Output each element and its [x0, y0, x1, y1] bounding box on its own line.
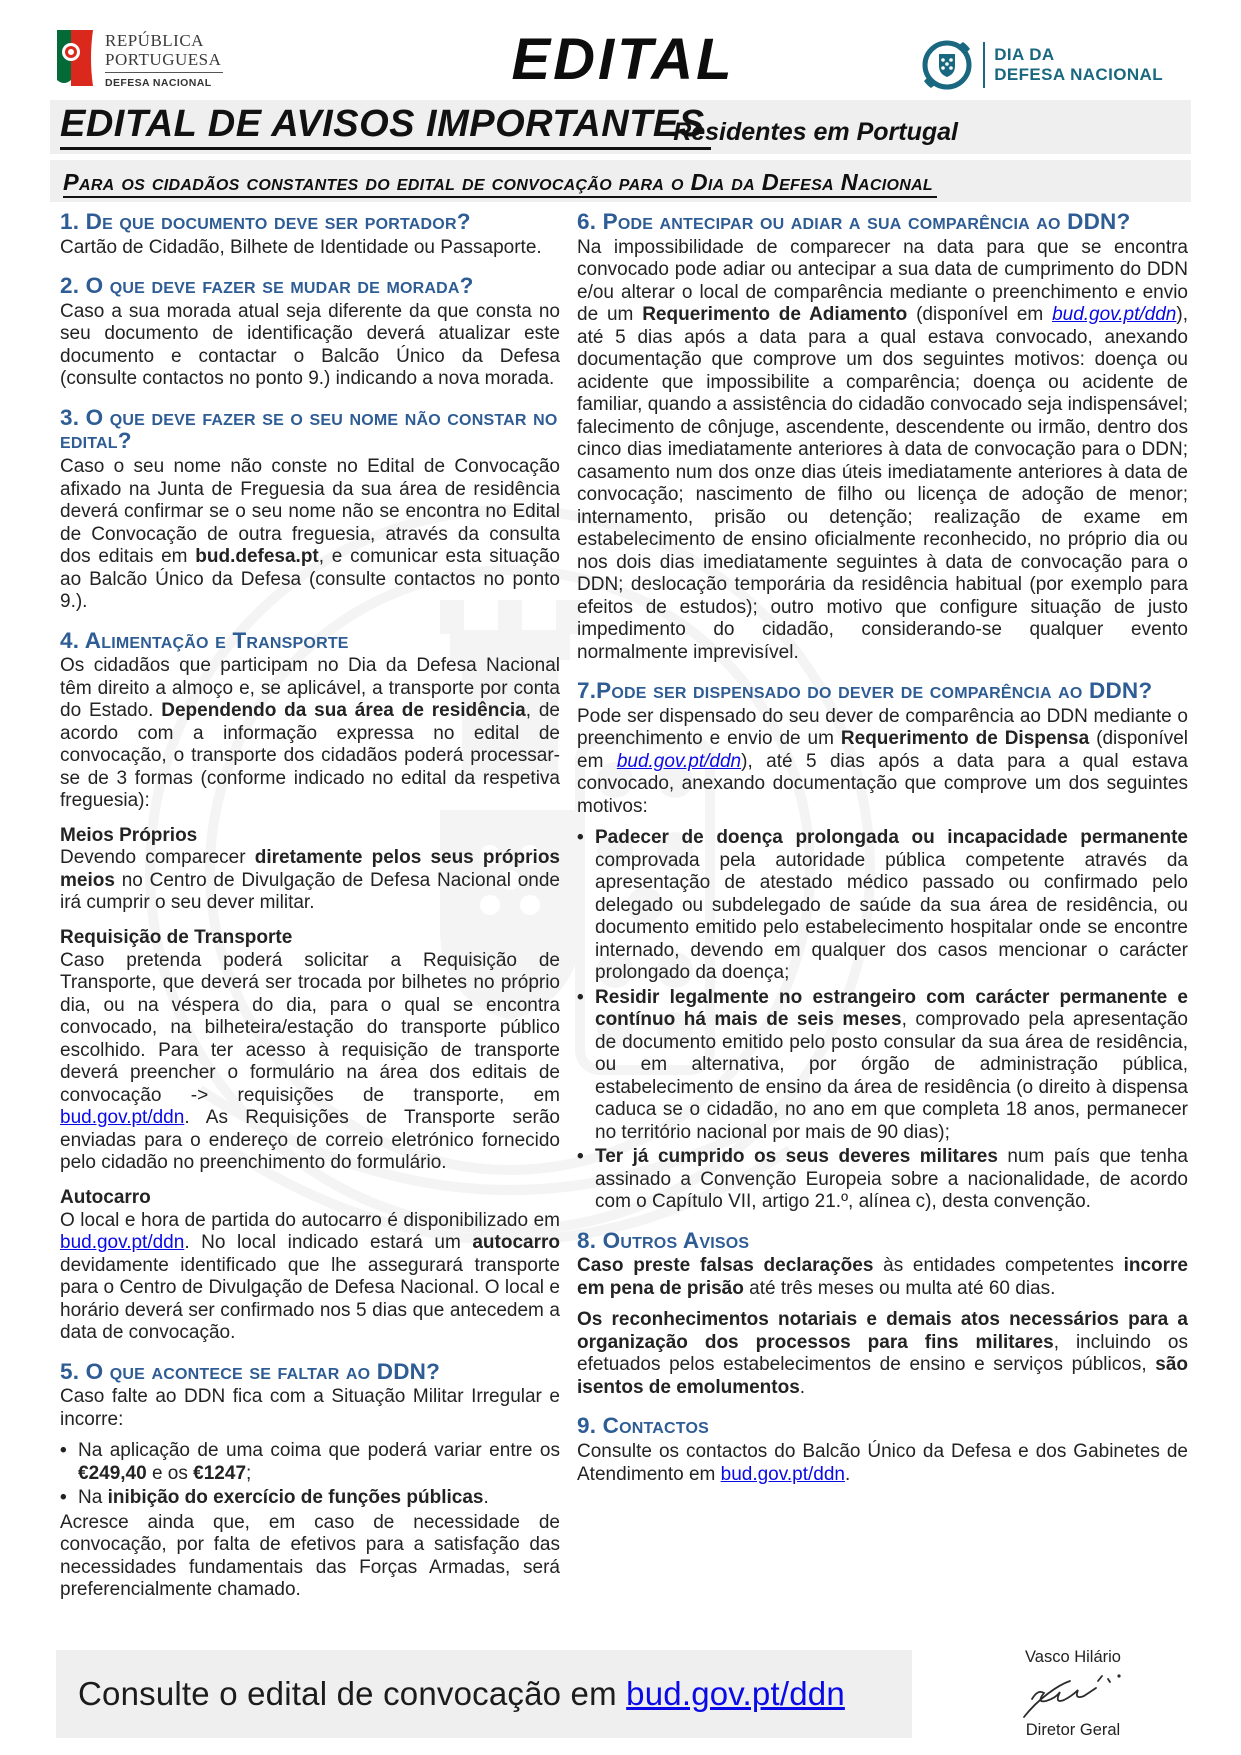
paragraph	[60, 301, 560, 391]
footer-link-bud-gov-pt-ddn[interactable]: bud.gov.pt/ddn	[626, 1675, 845, 1712]
text-segment: ), até 5 dias após a data para a qual estava convocado, anexando documentação que comprove um dos seguintes motivos: doença ou acidente que impossibilite a comparência; doença ou acidente de familiar, quando a assistência do cidadão convocado seja indispensável; falecimento de cônjuge, ascendente, descendente ou irmão, dentro dos cinco dias imediatamente anteriores à data de convocação para o DDN; casamento num dos onze dias úteis imediatamente anteriores à data de convocação; nascimento de filho ou licença de adoção de menor; internamento, prisão ou detenção; realização de exame em estabelecimento de ensino oficialmente reconhecido, no próprio dia ou nos dois dias imediatamente seguintes à data de convocação para o DDN; deslocação temporária da residência habitual (por exemplo para efeitos de estudos); outro motivo que configure situação de justo impedimento do cidadão, considerando-se qualquer evento normalmente imprevisível.	[577, 304, 1188, 663]
bullet-text	[78, 1440, 560, 1485]
bullet-icon: •	[577, 827, 584, 849]
bullet-item	[577, 987, 1188, 1145]
subtitle-band	[50, 160, 1191, 202]
paragraph	[577, 1255, 1188, 1300]
section-heading-3: 3. O que deve fazer se o seu nome não constar no edital?	[60, 404, 558, 454]
text-segment: . As Requisições de Transporte serão enviadas para o endereço de correio eletrónico fornecido pelo cidadão no preenchimento do formulário.	[60, 1107, 560, 1174]
ddn-badge-icon	[920, 38, 974, 92]
section-banner-text: Para os cidadãos constantes do edital de convocação para o Dia da Defesa Nacional	[63, 169, 937, 198]
section-heading-4: 4. Alimentação e Transporte	[60, 627, 349, 653]
bullet-icon: •	[577, 986, 584, 1008]
bullet-text	[595, 987, 1188, 1145]
text-segment: Devendo comparecer	[60, 847, 255, 869]
text-segment: ;	[246, 1462, 252, 1484]
text-segment: Meios Próprios	[60, 824, 198, 846]
residents-label: Residentes em Portugal	[673, 118, 958, 146]
gov-logo-line1: REPÚBLICA	[105, 31, 204, 50]
text-segment: são isentos de emolumentos	[577, 1354, 1188, 1398]
section-6	[577, 210, 1188, 664]
text-segment: Autocarro	[60, 1186, 151, 1208]
paragraph	[577, 1441, 1188, 1486]
section-8	[577, 1229, 1188, 1400]
dia-defesa-nacional-logo	[920, 38, 1163, 92]
text-segment: Caso falte ao DDN fica com a Situação Militar Irregular e incorre:	[60, 1386, 560, 1430]
signature-icon	[1018, 1669, 1128, 1721]
text-segment: Requerimento de Dispensa	[840, 728, 1090, 750]
bullet-icon: •	[60, 1440, 67, 1462]
text-segment: Requerimento de Adiamento	[642, 304, 908, 326]
text-segment: Dependendo da sua área de residência	[161, 700, 526, 722]
bullet-text	[78, 1487, 560, 1510]
text-segment: (disponível em	[907, 304, 1053, 326]
link-bud-gov-pt-ddn[interactable]: bud.gov.pt/ddn	[616, 750, 742, 772]
text-segment: ), até 5 dias após a data para a qual estava convocado, anexando documentação que comprove um dos seguintes motivos:	[577, 750, 1188, 817]
text-segment: Caso pretenda poderá solicitar a Requisição de Transporte, que deverá ser trocada por bilhetes no próprio dia, ou na véspera do dia, para o qual se encontra convocado, na bilheteira/estação do transporte público escolhido. Para ter acesso à requisição de transporte deverá preencher o formulário na área dos editais de convocação -> requisições de transporte, em	[60, 949, 560, 1106]
document-heading: EDITAL DE AVISOS IMPORTANTES	[60, 103, 711, 150]
text-segment: Consulte os contactos do Balcão Único da Defesa e dos Gabinetes de Atendimento em	[577, 1441, 1188, 1485]
section-7	[577, 679, 1188, 1214]
ddn-logo-divider	[983, 42, 986, 88]
text-segment: Caso o seu nome não conste no Edital de Convocação afixado na Junta de Freguesia da sua área de residência deverá confirmar se o seu nome não se encontra no Edital de Convocação de outra freguesia, através da consulta dos editais em	[60, 456, 560, 567]
bullet-item	[577, 1146, 1188, 1214]
section-4	[60, 629, 560, 1345]
paragraph	[60, 1512, 560, 1602]
right-column	[577, 208, 1188, 1611]
content-columns	[60, 208, 1188, 1611]
text-segment: devidamente identificado que lhe assegurará transporte para o Centro de Divulgação de Defesa Nacional. O local e horário deverá ser confirmado nos 5 dias que antecedem a data de convocação.	[60, 1254, 560, 1344]
text-segment: autocarro	[472, 1232, 560, 1254]
text-segment: Cartão de Cidadão, Bilhete de Identidade ou Passaporte.	[60, 236, 542, 258]
text-segment: às entidades competentes	[873, 1255, 1124, 1277]
text-segment: , e comunicar esta situação ao Balcão Único da Defesa (consulte contactos no ponto 9.).	[60, 546, 560, 612]
gov-logo-subtitle: DEFESA NACIONAL	[105, 77, 212, 90]
text-segment: Os cidadãos que participam no Dia da Defesa Nacional têm direito a almoço e, se aplicável, a transporte por conta do Estado.	[60, 655, 560, 722]
signatory-role: Diretor Geral	[1025, 1721, 1121, 1739]
link-bud-gov-pt-ddn[interactable]: bud.gov.pt/ddn	[60, 1107, 185, 1129]
text-segment: Caso a sua morada atual seja diferente da que consta no seu documento de identificação deverá atualizar este documento e contactar o Balcão Único da Defesa (consulte contactos no ponto 9.) indicando a nova morada.	[60, 300, 560, 390]
bullet-item	[577, 827, 1188, 985]
text-segment: Os reconhecimentos notariais e demais atos necessários para a organização dos processos para fins militares	[577, 1309, 1188, 1353]
text-segment: , de acordo com a informação expressa no edital de convocação, o transporte dos cidadãos poderá processar-se de 3 formas (conforme indicado no edital da respetiva freguesia):	[60, 700, 560, 812]
footer-text-prefix: Consulte o edital de convocação em	[78, 1675, 627, 1712]
text-segment: até três meses ou multa até 60 dias.	[743, 1277, 1056, 1299]
section-3	[60, 406, 560, 614]
paragraph	[577, 237, 1188, 665]
paragraph	[60, 950, 560, 1175]
paragraph	[60, 237, 560, 260]
footer-text	[78, 1675, 845, 1713]
text-segment: Ter já cumprido os seus deveres militares	[595, 1146, 998, 1168]
section-1	[60, 210, 560, 259]
section-heading-6: 6. Pode antecipar ou adiar a sua comparência ao DDN?	[577, 209, 1131, 234]
paragraph	[577, 706, 1188, 819]
text-segment: no Centro de Divulgação de Defesa Nacional onde irá cumprir o seu dever militar.	[60, 869, 560, 914]
text-segment: diretamente pelos seus próprios meios	[60, 847, 560, 891]
section-heading-8: 8. Outros Avisos	[577, 1227, 750, 1253]
text-segment: e os	[146, 1462, 194, 1484]
link-bud-gov-pt-ddn[interactable]: bud.gov.pt/ddn	[60, 1232, 185, 1254]
paragraph	[60, 456, 560, 614]
section-heading-1: 1. De que documento deve ser portador?	[60, 209, 471, 234]
section-heading-9: 9. Contactos	[577, 1413, 709, 1439]
section-heading-2: 2. O que deve fazer se mudar de morada?	[60, 273, 474, 299]
text-segment: . No local indicado estará um	[184, 1232, 473, 1254]
bullet-text	[595, 1146, 1188, 1214]
sub-heading	[60, 927, 560, 950]
page-header	[55, 26, 1191, 106]
bullet-item	[60, 1440, 560, 1485]
footer-band	[56, 1650, 912, 1738]
signature-block	[978, 1648, 1168, 1740]
text-segment: Caso preste falsas declarações	[577, 1255, 874, 1277]
text-segment: Padecer de doença prolongada ou incapacidade permanente	[595, 827, 1188, 849]
title-band	[50, 100, 1191, 154]
text-segment: €1247	[193, 1462, 247, 1484]
paragraph	[60, 1386, 560, 1431]
text-segment: , incluindo os efetuados pelos estabelecimentos de ensino e serviços públicos,	[577, 1331, 1188, 1376]
text-segment: comprovada pela autoridade pública competente através da apresentação de atestado médico passado ou confirmado pelo delegado ou subdelegado de saúde da sua área de residência, ou documento emitido pelo estabelecimento hospitalar onde se encontre internado, devendo em qualquer dos casos mencionar o carácter prolongado da doença;	[595, 849, 1188, 984]
paragraph	[60, 847, 560, 915]
bullet-icon: •	[60, 1487, 67, 1509]
text-segment: Na impossibilidade de comparecer na data para que se encontra convocado pode adiar ou antecipar a sua data de cumprimento do DDN e/ou alterar o local de comparência mediante o preenchimento e envio de um	[577, 236, 1188, 326]
text-segment: num país que tenha assinado a Convenção Europeia sobre a nacionalidade, de acordo com o Capítulo VII, artigo 21.º, alínea c), desta convenção.	[595, 1146, 1188, 1213]
link-bud-gov-pt-ddn[interactable]: bud.gov.pt/ddn	[720, 1463, 845, 1485]
link-bud-gov-pt-ddn[interactable]: bud.gov.pt/ddn	[1052, 304, 1177, 326]
bullet-icon: •	[577, 1146, 584, 1168]
text-segment: (disponível em	[577, 728, 1189, 772]
text-segment: .	[799, 1376, 806, 1398]
text-segment: bud.defesa.pt	[195, 546, 319, 567]
text-segment: Pode ser dispensado do seu dever de comparência ao DDN mediante o preenchimento e envio de um	[577, 705, 1188, 750]
text-segment: Requisição de Transporte	[60, 926, 293, 948]
text-segment: O local e hora de partida do autocarro é disponibilizado em	[60, 1209, 560, 1231]
section-5	[60, 1360, 560, 1602]
paragraph	[577, 1309, 1188, 1399]
text-segment: Na aplicação de uma coima que poderá variar entre os	[78, 1440, 560, 1462]
gov-logo-line2: PORTUGUESA	[105, 49, 222, 69]
ddn-logo-line1: DIA DA	[994, 44, 1055, 64]
text-segment: .	[844, 1463, 851, 1485]
bullet-text	[595, 827, 1188, 985]
sub-heading	[60, 825, 560, 848]
section-9	[577, 1414, 1188, 1486]
sub-heading	[60, 1187, 560, 1210]
text-segment: Na	[78, 1487, 108, 1509]
left-column	[60, 208, 560, 1611]
section-heading-5: 5. O que acontece se faltar ao DDN?	[60, 1358, 441, 1384]
section-heading-7: 7.Pode ser dispensado do dever de comparência ao DDN?	[577, 678, 1153, 704]
text-segment: incorre em pena de prisão	[577, 1255, 1188, 1299]
text-segment: .	[483, 1487, 489, 1509]
paragraph	[60, 655, 560, 813]
paragraph	[60, 1210, 560, 1345]
text-segment: €249,40	[78, 1462, 147, 1484]
bullet-item	[60, 1487, 560, 1510]
text-segment: inibição do exercício de funções públicas	[107, 1487, 484, 1509]
signatory-name: Vasco Hilário	[1025, 1648, 1121, 1666]
page-title: EDITAL	[511, 27, 735, 92]
ddn-logo-line2: DEFESA NACIONAL	[994, 65, 1163, 84]
text-segment: Acresce ainda que, em caso de necessidade de convocação, por falta de efetivos para a satisfação das necessidades fundamentais das Forças Armadas, será preferencialmente chamado.	[60, 1511, 560, 1601]
text-segment: , comprovado pela apresentação de documento emitido pelo posto consular da sua área de residência, ou em alternativa, por órgão de administração pública, estabelecimento de ensino da área de residência (o direito à dispensa caduca se o cidadão, no ano em que completa 18 anos, permanecer no território nacional por mais de 90 dias);	[595, 1009, 1188, 1143]
section-2	[60, 274, 560, 391]
text-segment: Residir legalmente no estrangeiro com carácter permanente e contínuo há mais de seis meses	[595, 986, 1188, 1031]
